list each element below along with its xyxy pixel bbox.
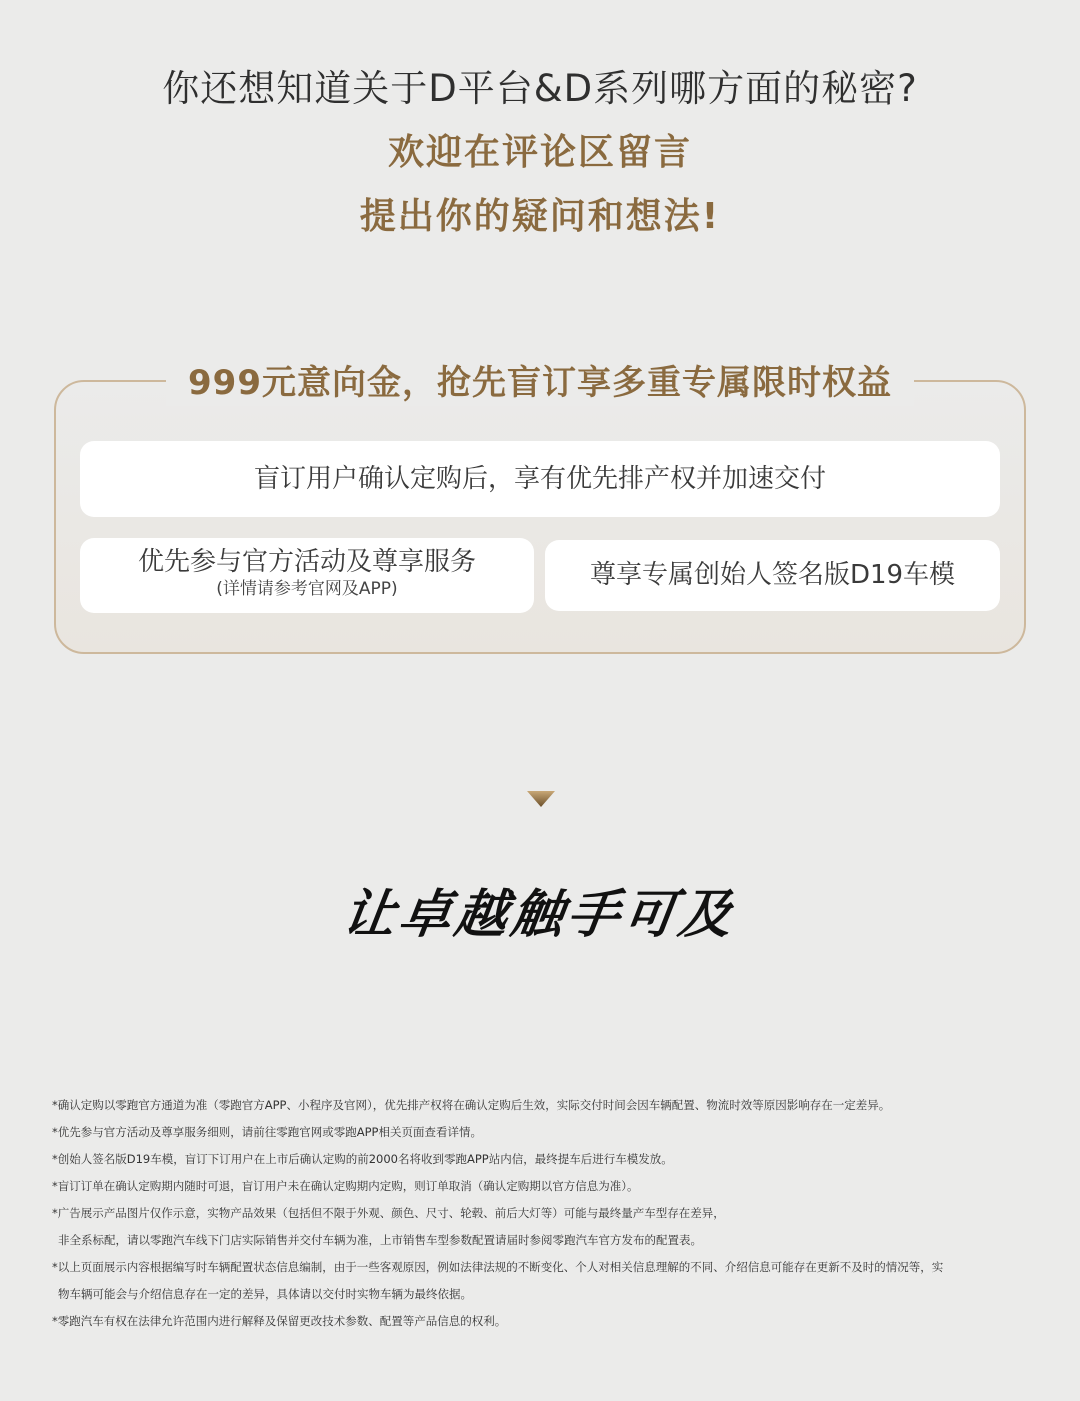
question-heading: 你还想知道关于D平台&D系列哪方面的秘密? [162,67,918,110]
disclaimer-line: *创始人签名版D19车模，盲订下订用户在上市后确认定购的前2000名将收到零跑APP站内信，最终提车后进行车模发放。 [52,1152,673,1166]
disclaimer-line: *盲订订单在确认定购期内随时可退，盲订用户未在确认定购期内定购，则订单取消（确认定购期以官方信息为准）。 [52,1179,639,1193]
disclaimer-line: *广告展示产品图片仅作示意，实物产品效果（包括但不限于外观、颜色、尺寸、轮毂、前后大灯等）可能与最终量产车型存在差异， [52,1206,725,1220]
invite-line-2: 提出你的疑问和想法! [359,196,721,237]
disclaimer-notes [52,1092,1032,1335]
benefit-card-events-label: 优先参与官方活动及尊享服务 [137,547,476,577]
benefit-card-events-note: (详情请参考官网及APP) [216,579,398,599]
benefits-title-wrap [0,360,1080,406]
invite-line-1: 欢迎在评论区留言 [387,132,692,173]
chevron-down-icon [527,791,555,807]
disclaimer-line: *零跑汽车有权在法律允许范围内进行解释及保留更改技术参数、配置等产品信息的权利。 [52,1314,507,1328]
disclaimer-line: *确认定购以零跑官方通道为准（零跑官方APP、小程序及官网），优先排产权将在确认定购后生效，实际交付时间会因车辆配置、物流时效等原因影响存在一定差异。 [52,1098,891,1112]
benefit-card-signed-model: 尊享专属创始人签名版D19车模 [545,540,1000,611]
disclaimer-line: 非全系标配，请以零跑汽车线下门店实际销售并交付车辆为准，上市销售车型参数配置请届时参阅零跑汽车官方发布的配置表。 [58,1233,702,1247]
disclaimer-line: *优先参与官方活动及尊享服务细则，请前往零跑官网或零跑APP相关页面查看详情。 [52,1125,482,1139]
slogan: 让卓越触手可及 [338,885,740,945]
benefits-title: 999元意向金，抢先盲订享多重专属限时权益 [166,360,914,406]
disclaimer-line: *以上页面展示内容根据编写时车辆配置状态信息编制，由于一些客观原因，例如法律法规的不断变化、个人对相关信息理解的不同、介绍信息可能存在更新不及时的情况等，实 [52,1260,944,1274]
disclaimer-line: 物车辆可能会与介绍信息存在一定的差异，具体请以交付时实物车辆为最终依据。 [58,1287,472,1301]
benefit-card-priority-production: 盲订用户确认定购后，享有优先排产权并加速交付 [80,441,1000,517]
benefit-card-official-events [80,538,534,613]
